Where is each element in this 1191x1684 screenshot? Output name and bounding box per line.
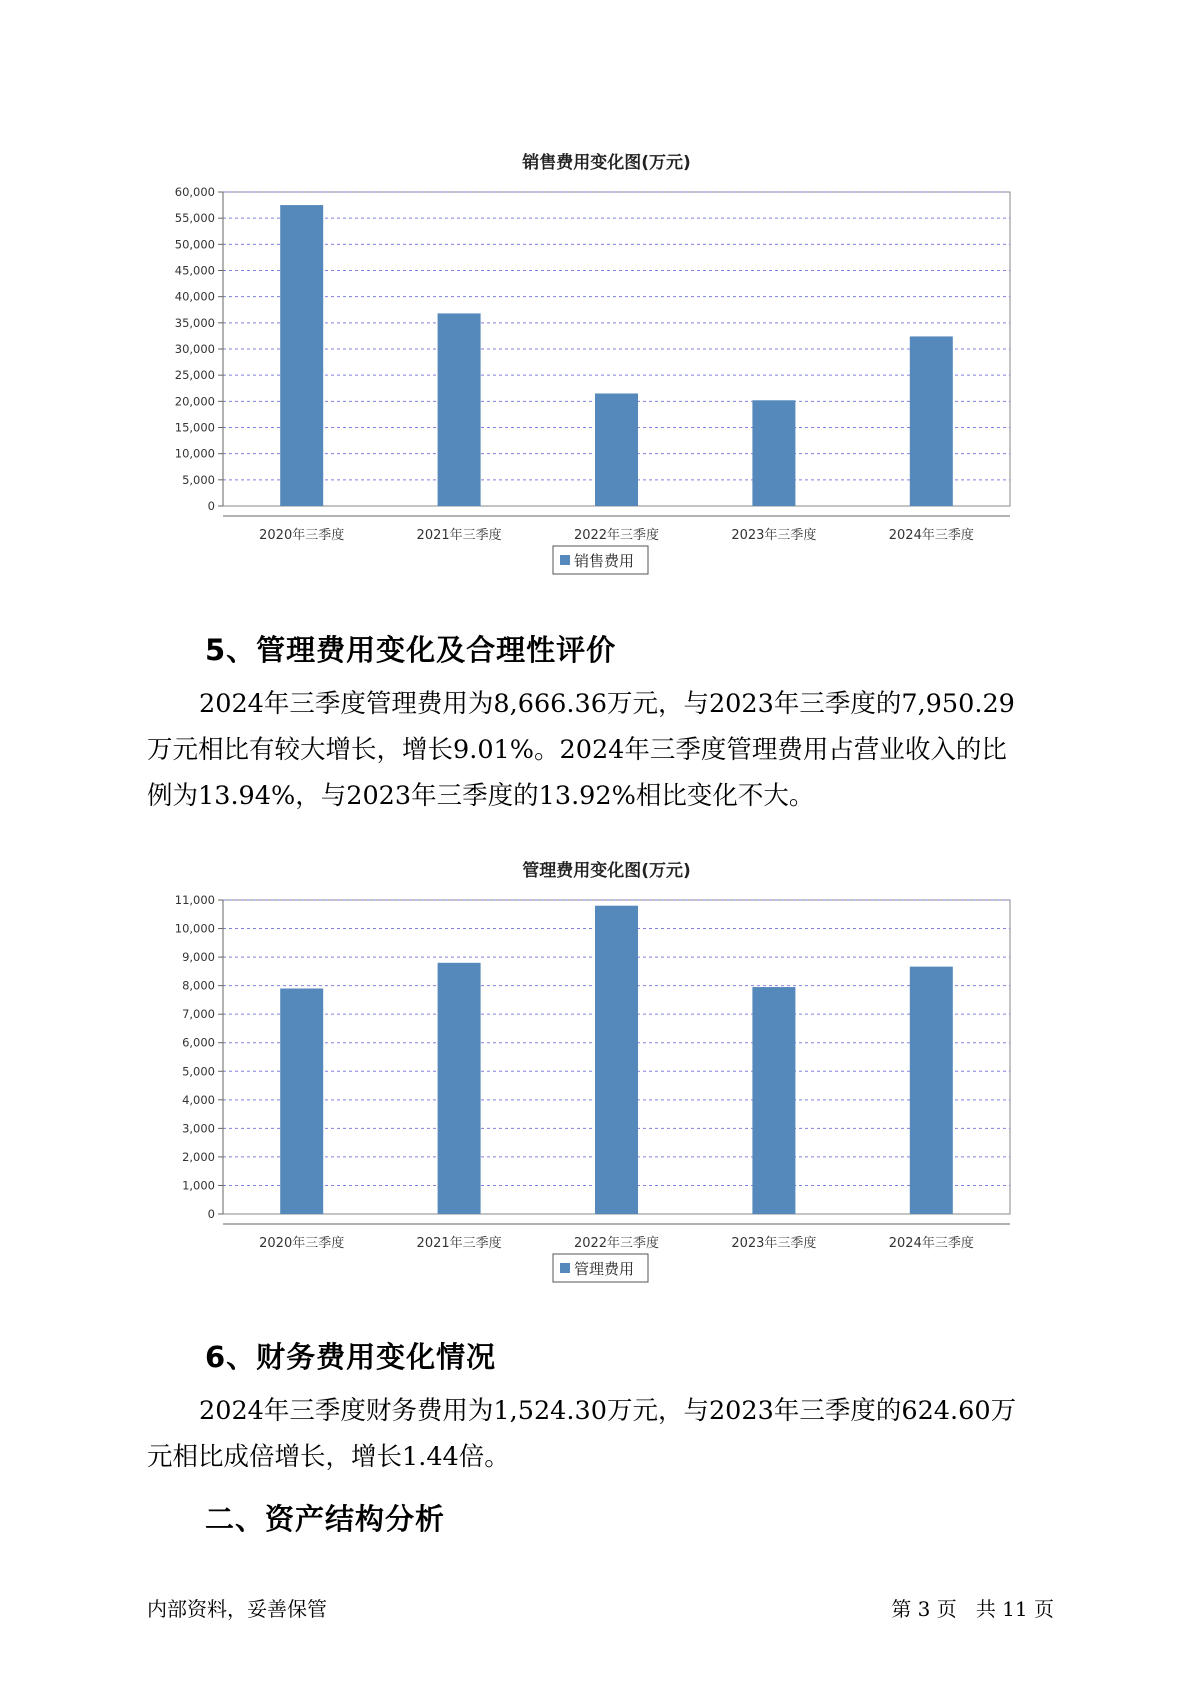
section-2-heading: 二、资产结构分析 <box>205 1502 446 1536</box>
bar <box>280 205 323 506</box>
y-tick-label: 9,000 <box>182 950 215 965</box>
x-tick-label: 2024年三季度 <box>888 528 974 543</box>
y-tick-label: 20,000 <box>174 394 215 409</box>
x-tick-label: 2022年三季度 <box>573 528 660 543</box>
legend-swatch <box>560 1263 570 1273</box>
y-tick-label: 10,000 <box>174 921 215 936</box>
y-tick-label: 5,000 <box>182 1064 215 1079</box>
bar <box>438 963 481 1214</box>
y-tick-label: 60,000 <box>174 185 215 199</box>
y-tick-label: 40,000 <box>174 289 215 304</box>
x-tick-label: 2021年三季度 <box>416 528 502 543</box>
section-5-line-3: 例为13.94%，与2023年三季度的13.92%相比变化不大。 <box>147 781 815 811</box>
y-tick-label: 0 <box>207 1207 215 1221</box>
admin-expense-chart <box>0 838 1191 1308</box>
x-tick-label: 2023年三季度 <box>731 528 817 543</box>
y-tick-label: 11,000 <box>174 893 215 907</box>
bar <box>280 988 323 1214</box>
footer-confidential: 内部资料，妥善保管 <box>147 1597 327 1621</box>
bar <box>752 987 795 1214</box>
legend-swatch <box>560 555 570 565</box>
bar <box>910 967 953 1214</box>
section-6-heading: 6、财务费用变化情况 <box>205 1340 497 1374</box>
section-5-line-2: 万元相比有较大增长，增长9.01%。2024年三季度管理费用占营业收入的比 <box>147 735 1007 765</box>
admin-expense-chart-svg <box>0 838 1191 1308</box>
section-6-line-2: 元相比成倍增长，增长1.44倍。 <box>147 1442 510 1472</box>
y-tick-label: 25,000 <box>174 368 215 383</box>
legend-label: 销售费用 <box>574 552 635 570</box>
y-tick-label: 30,000 <box>174 342 215 356</box>
footer-page-number: 第 3 页 共 11 页 <box>891 1597 1054 1621</box>
x-tick-label: 2020年三季度 <box>259 528 345 543</box>
bar <box>752 400 795 506</box>
bar <box>595 906 638 1214</box>
section-6-paragraph <box>147 1388 1052 1480</box>
y-tick-label: 0 <box>207 499 215 513</box>
section-5-heading: 5、管理费用变化及合理性评价 <box>205 633 617 667</box>
y-tick-label: 2,000 <box>182 1149 215 1164</box>
bar <box>595 393 638 506</box>
y-tick-label: 4,000 <box>182 1092 215 1107</box>
x-tick-label: 2022年三季度 <box>573 1236 660 1251</box>
x-tick-label: 2020年三季度 <box>259 1236 345 1251</box>
section-6-line-1: 2024年三季度财务费用为1,524.30万元，与2023年三季度的624.60万 <box>199 1396 1017 1426</box>
x-tick-label: 2021年三季度 <box>416 1236 502 1251</box>
y-tick-label: 45,000 <box>174 263 215 278</box>
y-tick-label: 8,000 <box>182 978 215 993</box>
bar <box>438 313 481 506</box>
section-5-line-1: 2024年三季度管理费用为8,666.36万元，与2023年三季度的7,950.29 <box>199 689 1015 719</box>
y-tick-label: 1,000 <box>182 1178 215 1193</box>
x-tick-label: 2023年三季度 <box>731 1236 817 1251</box>
y-tick-label: 15,000 <box>174 420 215 435</box>
y-tick-label: 55,000 <box>174 211 215 226</box>
x-tick-label: 2024年三季度 <box>888 1236 974 1251</box>
y-tick-label: 3,000 <box>182 1121 215 1136</box>
chart-title: 销售费用变化图(万元) <box>522 153 691 173</box>
bar <box>910 336 953 506</box>
sales-expense-chart-svg <box>0 130 1191 600</box>
y-tick-label: 10,000 <box>174 446 215 461</box>
y-tick-label: 6,000 <box>182 1035 215 1050</box>
legend-label: 管理费用 <box>574 1260 635 1278</box>
y-tick-label: 5,000 <box>182 472 215 487</box>
section-5-paragraph <box>147 681 1052 819</box>
y-tick-label: 35,000 <box>174 315 215 330</box>
chart-title: 管理费用变化图(万元) <box>522 861 691 881</box>
y-tick-label: 7,000 <box>182 1007 215 1022</box>
y-tick-label: 50,000 <box>174 237 215 252</box>
sales-expense-chart <box>0 130 1191 600</box>
